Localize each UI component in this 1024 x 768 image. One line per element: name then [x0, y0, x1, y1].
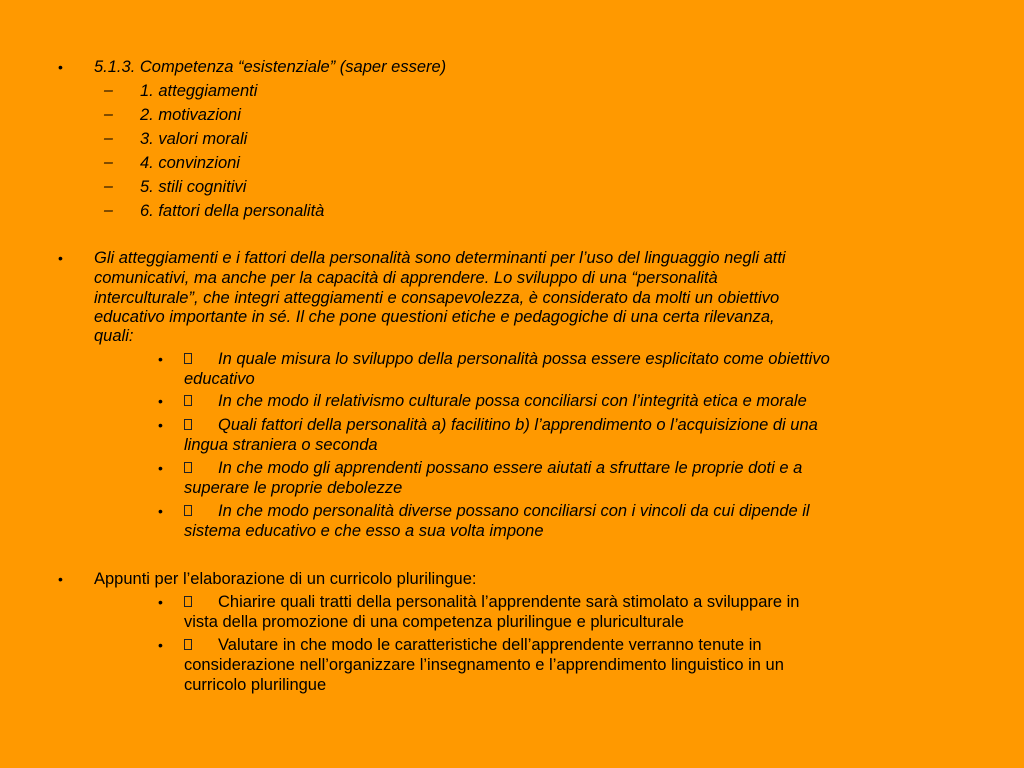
- paragraph-line: comunicativi, ma anche per la capacità di apprendere. Lo sviluppo di una “personalità: [94, 269, 718, 287]
- missing-glyph-box-icon: [184, 353, 192, 364]
- bullet: •: [158, 594, 163, 610]
- missing-glyph-box-icon: [184, 639, 192, 650]
- list-item: 6. fattori della personalità: [140, 202, 325, 220]
- bullet: •: [58, 571, 63, 587]
- missing-glyph-box-icon: [184, 596, 192, 607]
- question-item: Quali fattori della personalità a) facilitino b) l’apprendimento o l’acquisizione di una: [218, 416, 818, 434]
- bullet: •: [158, 637, 163, 653]
- list-item: 3. valori morali: [140, 130, 248, 148]
- note-item-continuation: considerazione nell’organizzare l’insegnamento e l’apprendimento linguistico in un: [184, 656, 784, 674]
- bullet: •: [158, 503, 163, 519]
- missing-glyph-box-icon: [184, 505, 192, 516]
- question-item: In che modo il relativismo culturale possa conciliarsi con l’integrità etica e morale: [218, 392, 807, 410]
- paragraph-line: educativo importante in sé. Il che pone questioni etiche e pedagogiche di una certa rilevanza,: [94, 308, 775, 326]
- section-heading: Appunti per l’elaborazione di un curricolo plurilingue:: [94, 570, 477, 588]
- list-item: 2. motivazioni: [140, 106, 241, 124]
- note-item: Valutare in che modo le caratteristiche dell’apprendente verranno tenute in: [218, 636, 762, 654]
- dash-marker: –: [104, 82, 113, 99]
- paragraph-line: interculturale”, che integri atteggiamenti e consapevolezza, è considerato da molti un obiettivo: [94, 289, 780, 307]
- question-item: In che modo gli apprendenti possano essere aiutati a sfruttare le proprie doti e a: [218, 459, 803, 477]
- list-item: 1. atteggiamenti: [140, 82, 258, 100]
- dash-marker: –: [104, 154, 113, 171]
- dash-marker: –: [104, 106, 113, 123]
- bullet: •: [158, 460, 163, 476]
- question-item-continuation: superare le proprie debolezze: [184, 479, 403, 497]
- question-item-continuation: educativo: [184, 370, 255, 388]
- list-item: 5. stili cognitivi: [140, 178, 247, 196]
- bullet: •: [158, 393, 163, 409]
- paragraph-line: Gli atteggiamenti e i fattori della personalità sono determinanti per l’uso del linguaggio negli atti: [94, 249, 786, 267]
- section-heading: 5.1.3. Competenza “esistenziale” (saper essere): [94, 58, 447, 76]
- question-item-continuation: sistema educativo e che esso a sua volta impone: [184, 522, 544, 540]
- bullet: •: [58, 250, 63, 266]
- paragraph-line: quali:: [94, 327, 134, 345]
- dash-marker: –: [104, 178, 113, 195]
- bullet: •: [158, 351, 163, 367]
- note-item-continuation: vista della promozione di una competenza plurilingue e pluriculturale: [184, 613, 684, 631]
- missing-glyph-box-icon: [184, 462, 192, 473]
- dash-marker: –: [104, 130, 113, 147]
- question-item: In quale misura lo sviluppo della personalità possa essere esplicitato come obiettivo: [218, 350, 830, 368]
- question-item-continuation: lingua straniera o seconda: [184, 436, 378, 454]
- dash-marker: –: [104, 202, 113, 219]
- note-item-continuation: curricolo plurilingue: [184, 676, 327, 694]
- note-item: Chiarire quali tratti della personalità l’apprendente sarà stimolato a sviluppare in: [218, 593, 800, 611]
- bullet: •: [158, 417, 163, 433]
- missing-glyph-box-icon: [184, 419, 192, 430]
- question-item: In che modo personalità diverse possano conciliarsi con i vincoli da cui dipende il: [218, 502, 810, 520]
- missing-glyph-box-icon: [184, 395, 192, 406]
- list-item: 4. convinzioni: [140, 154, 240, 172]
- bullet: •: [58, 59, 63, 75]
